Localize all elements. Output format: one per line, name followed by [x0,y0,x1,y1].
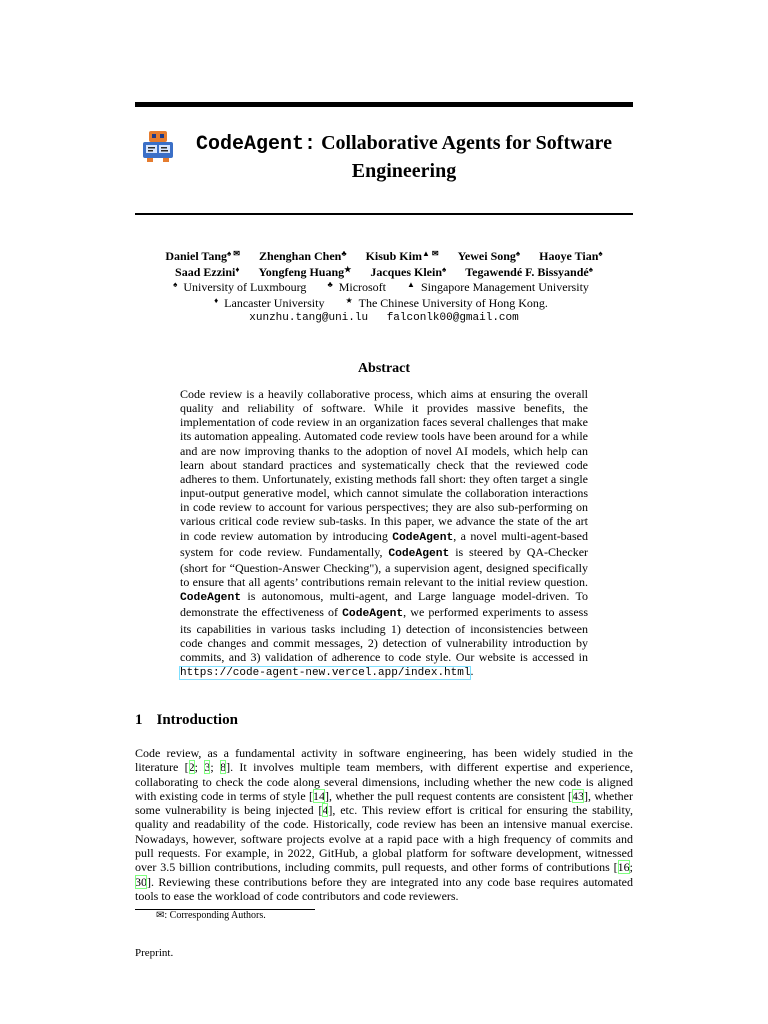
website-link[interactable]: https://code-agent-new.vercel.app/index.html [180,666,471,679]
email[interactable]: xunzhu.tang@uni.lu [249,312,369,324]
affiliation: ♣ Microsoft [327,280,387,294]
code-term: CodeAgent [392,531,454,544]
citation-link[interactable]: 30 [135,874,147,889]
author-block [135,249,633,327]
affiliation: ★ The Chinese University of Hong Kong. [345,295,548,310]
author-names [135,249,633,280]
author-chen: Zhenghan Chen♣ [258,249,347,263]
author-emails [135,311,633,327]
affiliation: ▲ Singapore Management University [407,280,589,294]
paper-title [135,130,633,184]
citation-link[interactable]: 16 [617,860,630,875]
preprint-label: Preprint. [135,947,174,959]
affiliations-line-1 [135,280,633,296]
top-rule [135,102,633,107]
citation-link[interactable]: 3 [204,760,211,775]
footnote: ✉: Corresponding Authors. [156,910,266,921]
abstract-heading: Abstract [357,361,411,376]
code-term: CodeAgent [388,547,450,560]
email[interactable]: falconlk00@gmail.com [386,312,519,324]
author-ezzini: Saad Ezzini♦ [175,264,240,279]
bottom-rule [135,213,633,215]
author-tang: Daniel Tang♠ ✉ [165,249,240,263]
introduction-body: Code review, as a fundamental activity in software engineering, has been widely studied in the literature [2; 3; 8]. It involves multiple team members, with different expertise and experience, collaborating to check the code along several dimensions, including whether the new code is aligned with existing code in terms of style [14], whether the pull request contents are consistent [43], whether some vulnerability is being injected [4], etc. This review effort is critical for ensuring the stability, quality and readability of the code. Historically, code review has been an intensive manual exercise. Nowadays, however, software projects evolve at a rapid pace with a high frequency of commits and pull requests. For example, in 2022, GitHub, a global platform for software development, witnessed over 3.5 billion contributions, including commits, pull requests, and other forms of contributions [16; 30]. Reviewing these contributions before they are integrated into any code base requires automated tools to ease the workload of code contributors and code reviewers. [135,746,633,903]
affiliation: ♦ Lancaster University [214,295,325,310]
section-heading: 1 Introduction [135,712,238,728]
code-term: CodeAgent [342,608,404,621]
author-song: Yewei Song♠ [457,249,521,263]
title-rest: Collaborative Agents for Software Engineering [321,132,612,182]
abstract-body: Code review is a heavily collaborative process, which aims at ensuring the overall quality and reliability of software. While it provides massive benefits, the implementation of code review in an organization faces several challenges that make its automation appealing. Automated code review tools have been around for a while and are now improving thanks to the adoption of novel AI models, which help can learn about standard practices and systematically check that the reviewed code adheres to them. Unfortunately, existing methods fall short: they often target a single input-output generative model, which cannot simulate the collaboration interactions in code review to account for various perspectives; they are also sub-performing on various critical code review sub-tasks. In this paper, we advance the state of the art in code review automation by introducing CodeAgent, a novel multi-agent-based system for code review. Fundamentally, CodeAgent is steered by QA-Checker (short for “Question-Answer Checking"), a supervision agent, designed specifically to ensure that all agents’ contributions remain relevant to the initial review question. CodeAgent is autonomous, multi-agent, and Large language model-driven. To demonstrate the effectiveness of CodeAgent, we performed experiments to assess its capabilities in various tasks including 1) detection of inconsistencies between code changes and commit messages, 2) detection of vulnerability introduction by commits, and 3) validation of adherence to code style. Our website is accessed in https://code-agent-new.vercel.app/index.html. [180,387,589,679]
citation-link[interactable]: 43 [572,788,584,803]
author-huang: Yongfeng Huang★ [258,264,352,279]
affiliations-line-2 [135,296,633,312]
author-klein: Jacques Klein♠ [370,264,447,279]
title-mono: CodeAgent: [196,133,317,156]
code-term: CodeAgent [180,592,242,605]
author-bissyande: Tegawendé F. Bissyandé♠ [465,264,593,279]
author-kim: Kisub Kim▲ ✉ [365,249,439,263]
citation-link[interactable]: 14 [313,788,326,803]
author-tian: Haoye Tian♠ [539,249,603,263]
citation-link[interactable]: 8 [220,760,227,775]
affiliation: ♠ University of Luxmbourg [173,280,307,294]
citation-link[interactable]: 4 [322,803,329,818]
citation-link[interactable]: 2 [188,760,195,775]
